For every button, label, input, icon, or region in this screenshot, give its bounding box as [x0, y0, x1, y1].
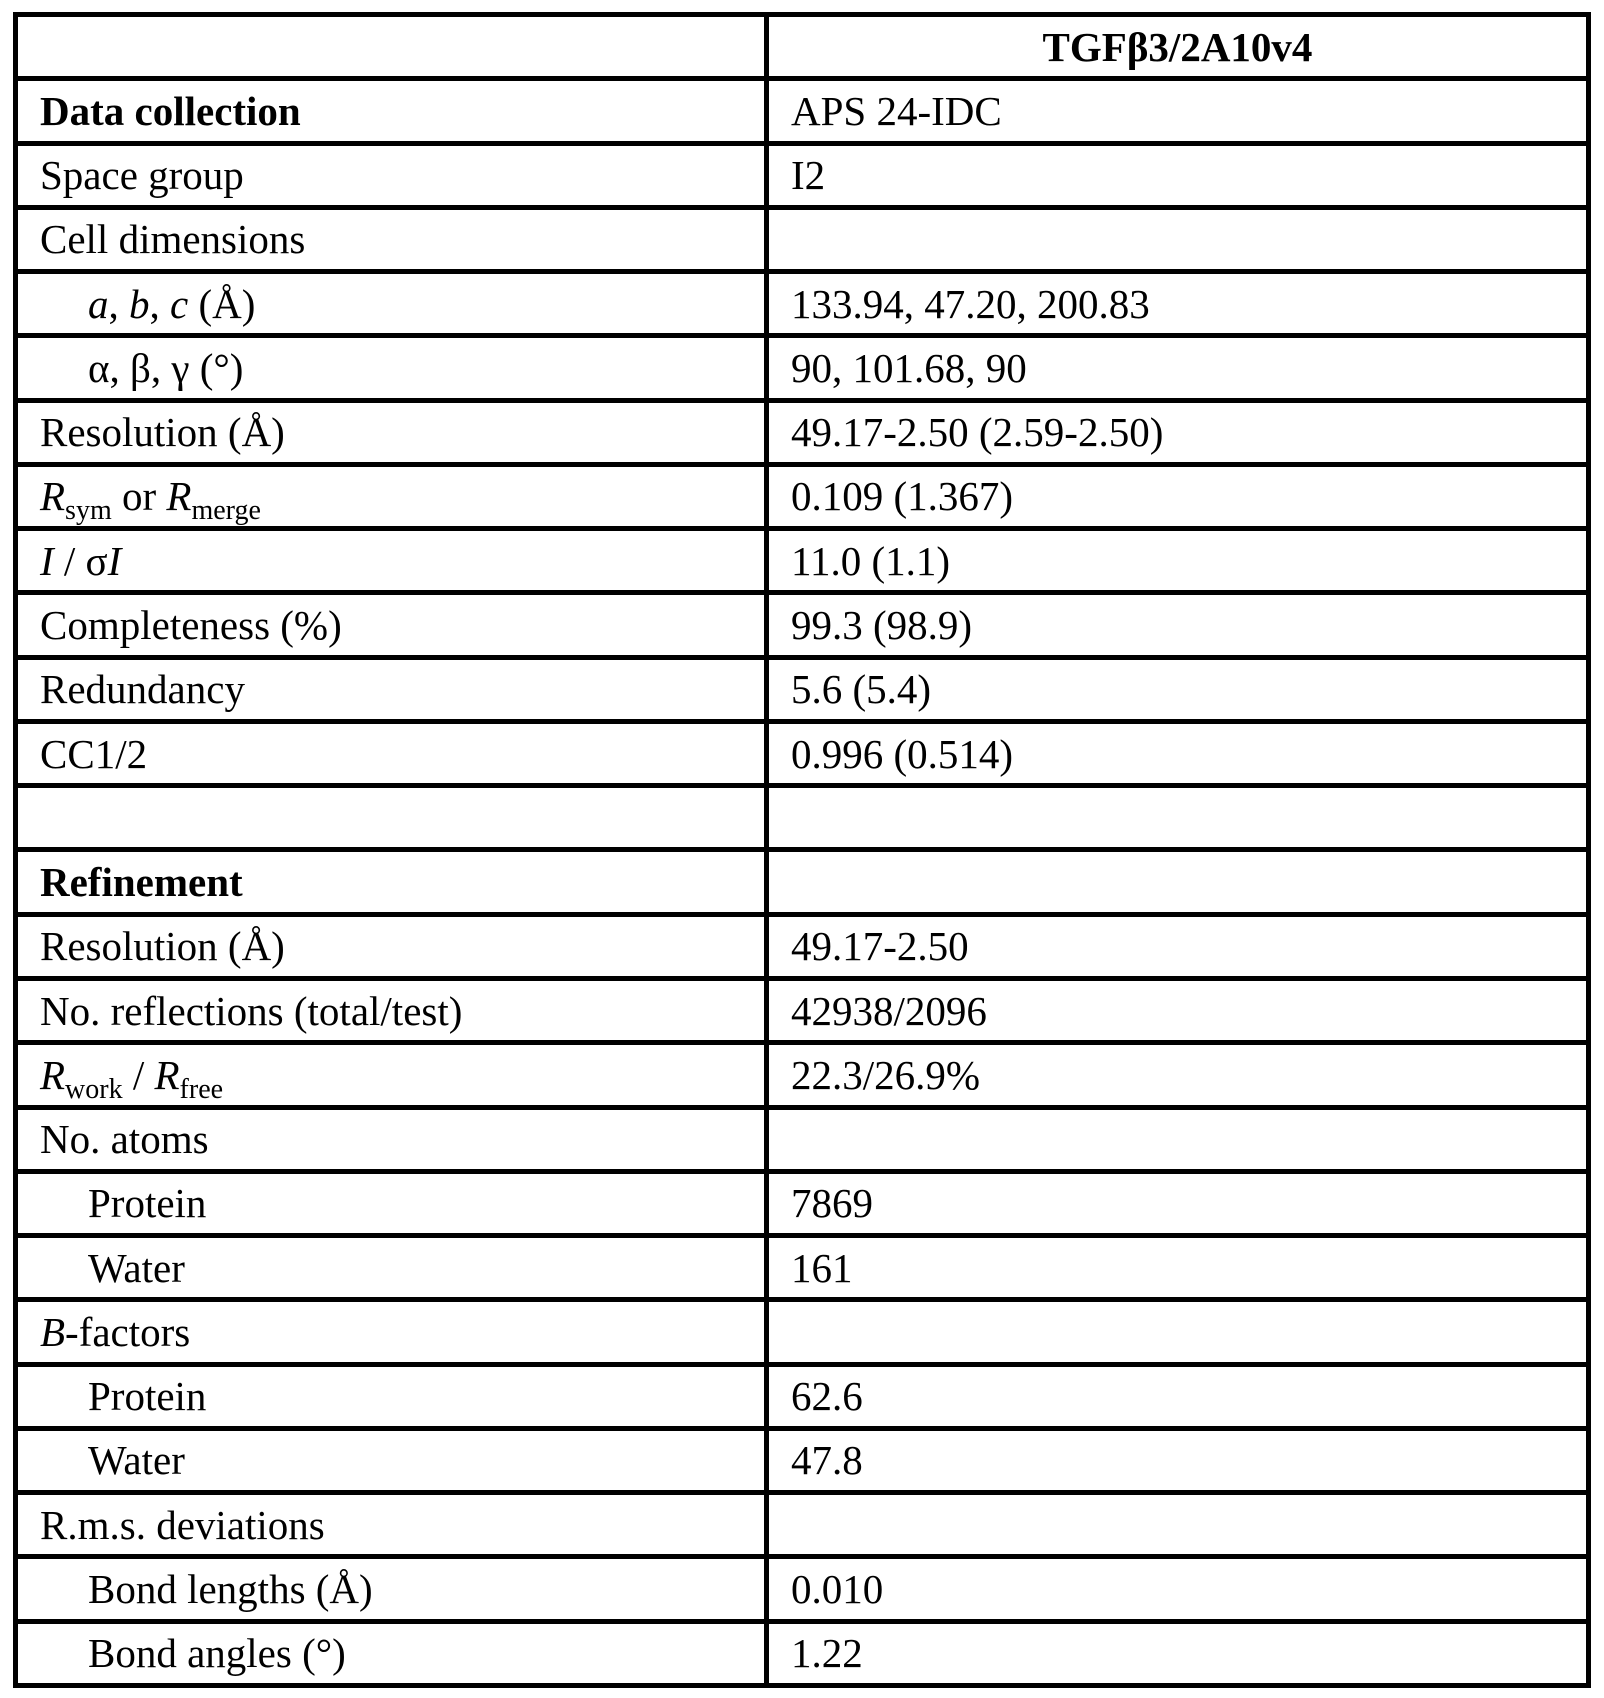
label-segment: , — [109, 281, 130, 327]
row-value-cell — [767, 207, 1589, 271]
table-row — [16, 529, 1589, 593]
table-row — [16, 657, 1589, 721]
row-value-cell — [767, 1107, 1589, 1171]
label-segment: R — [40, 473, 65, 519]
label-segment: Water — [88, 1437, 185, 1483]
label-segment: R — [40, 1052, 65, 1098]
label-segment: No. reflections (total/test) — [40, 988, 462, 1034]
label-segment: R.m.s. deviations — [40, 1502, 325, 1548]
label-segment: b — [129, 281, 150, 327]
table-row — [16, 978, 1589, 1042]
row-value-cell: 49.17-2.50 — [767, 914, 1589, 978]
label-segment: R — [155, 1052, 180, 1098]
row-label-cell — [16, 850, 767, 914]
row-label-cell — [16, 1300, 767, 1364]
row-label-cell — [16, 1364, 767, 1428]
label-segment: , — [150, 281, 171, 327]
header-cell-sample: TGFβ3/2A10v4 — [767, 15, 1589, 79]
label-segment: Water — [88, 1245, 185, 1291]
label-segment: Redundancy — [40, 666, 245, 712]
label-segment: or — [112, 473, 167, 519]
table-row — [16, 1364, 1589, 1428]
row-label-cell — [16, 1236, 767, 1300]
table-row — [16, 914, 1589, 978]
label-segment: Data collection — [40, 88, 301, 134]
row-value-cell: 49.17-2.50 (2.59-2.50) — [767, 400, 1589, 464]
label-segment: Protein — [88, 1180, 206, 1226]
row-label-cell — [16, 272, 767, 336]
row-label-cell — [16, 1621, 767, 1685]
table-row — [16, 272, 1589, 336]
row-value-cell: 62.6 — [767, 1364, 1589, 1428]
label-segment: c — [170, 281, 188, 327]
table-row — [16, 721, 1589, 785]
label-segment: -factors — [65, 1309, 190, 1355]
row-value-cell: 99.3 (98.9) — [767, 593, 1589, 657]
crystallography-statistics-table — [13, 12, 1591, 1688]
row-value-cell: 22.3/26.9% — [767, 1043, 1589, 1107]
table-header-row — [16, 15, 1589, 79]
row-label-cell — [16, 336, 767, 400]
label-segment: Resolution (Å) — [40, 409, 285, 455]
table-row — [16, 1171, 1589, 1235]
row-label-cell — [16, 143, 767, 207]
label-segment: Refinement — [40, 859, 243, 905]
row-label-cell — [16, 786, 767, 850]
row-value-cell: 47.8 — [767, 1428, 1589, 1492]
label-segment: Cell dimensions — [40, 216, 305, 262]
table-row — [16, 464, 1589, 528]
row-value-cell: 0.010 — [767, 1557, 1589, 1621]
row-value-cell: 0.996 (0.514) — [767, 721, 1589, 785]
table-row — [16, 850, 1589, 914]
row-label-cell — [16, 207, 767, 271]
row-label-cell — [16, 1557, 767, 1621]
table-row — [16, 1493, 1589, 1557]
label-segment: α, β, γ (°) — [88, 345, 243, 391]
label-segment: merge — [191, 495, 260, 526]
label-segment: I — [40, 538, 54, 584]
label-segment: R — [166, 473, 191, 519]
row-value-cell — [767, 850, 1589, 914]
row-label-cell — [16, 721, 767, 785]
row-label-cell — [16, 914, 767, 978]
row-value-cell: 90, 101.68, 90 — [767, 336, 1589, 400]
label-segment: Bond lengths (Å) — [88, 1566, 373, 1612]
row-label-cell — [16, 1043, 767, 1107]
label-segment: / σ — [54, 538, 108, 584]
table-row — [16, 1557, 1589, 1621]
row-label-cell — [16, 978, 767, 1042]
table-row — [16, 143, 1589, 207]
row-value-cell: 7869 — [767, 1171, 1589, 1235]
label-segment: Bond angles (°) — [88, 1630, 346, 1676]
header-cell-empty — [16, 15, 767, 79]
row-label-cell — [16, 529, 767, 593]
label-segment: (Å) — [188, 281, 255, 327]
row-label-cell — [16, 1171, 767, 1235]
label-segment: work — [65, 1074, 123, 1105]
label-segment: Completeness (%) — [40, 602, 342, 648]
row-label-cell — [16, 593, 767, 657]
row-label-cell — [16, 464, 767, 528]
row-label-cell — [16, 657, 767, 721]
row-label-cell — [16, 400, 767, 464]
row-value-cell: 161 — [767, 1236, 1589, 1300]
table-row — [16, 1107, 1589, 1171]
table-row — [16, 79, 1589, 143]
row-label-cell — [16, 1428, 767, 1492]
row-label-cell — [16, 1493, 767, 1557]
table-row — [16, 1043, 1589, 1107]
table-row — [16, 593, 1589, 657]
label-segment: / — [123, 1052, 155, 1098]
row-value-cell: I2 — [767, 143, 1589, 207]
label-segment: Protein — [88, 1373, 206, 1419]
label-segment: B — [40, 1309, 65, 1355]
row-value-cell: APS 24-IDC — [767, 79, 1589, 143]
row-value-cell: 5.6 (5.4) — [767, 657, 1589, 721]
row-value-cell: 0.109 (1.367) — [767, 464, 1589, 528]
table-row — [16, 786, 1589, 850]
row-value-cell — [767, 786, 1589, 850]
label-segment: free — [180, 1074, 224, 1105]
label-segment: sym — [65, 495, 112, 526]
row-value-cell — [767, 1300, 1589, 1364]
label-segment: Resolution (Å) — [40, 923, 285, 969]
table-row — [16, 1621, 1589, 1685]
table-row — [16, 207, 1589, 271]
table-row — [16, 1300, 1589, 1364]
table-row — [16, 1236, 1589, 1300]
row-label-cell — [16, 79, 767, 143]
row-value-cell: 133.94, 47.20, 200.83 — [767, 272, 1589, 336]
label-segment: Space group — [40, 152, 244, 198]
row-label-cell — [16, 1107, 767, 1171]
row-value-cell — [767, 1493, 1589, 1557]
row-value-cell: 42938/2096 — [767, 978, 1589, 1042]
table-row — [16, 1428, 1589, 1492]
label-segment: a — [88, 281, 109, 327]
label-segment: No. atoms — [40, 1116, 209, 1162]
label-segment: CC1/2 — [40, 731, 147, 777]
table-row — [16, 400, 1589, 464]
row-value-cell: 11.0 (1.1) — [767, 529, 1589, 593]
table-row — [16, 336, 1589, 400]
row-value-cell: 1.22 — [767, 1621, 1589, 1685]
label-segment: I — [108, 538, 122, 584]
